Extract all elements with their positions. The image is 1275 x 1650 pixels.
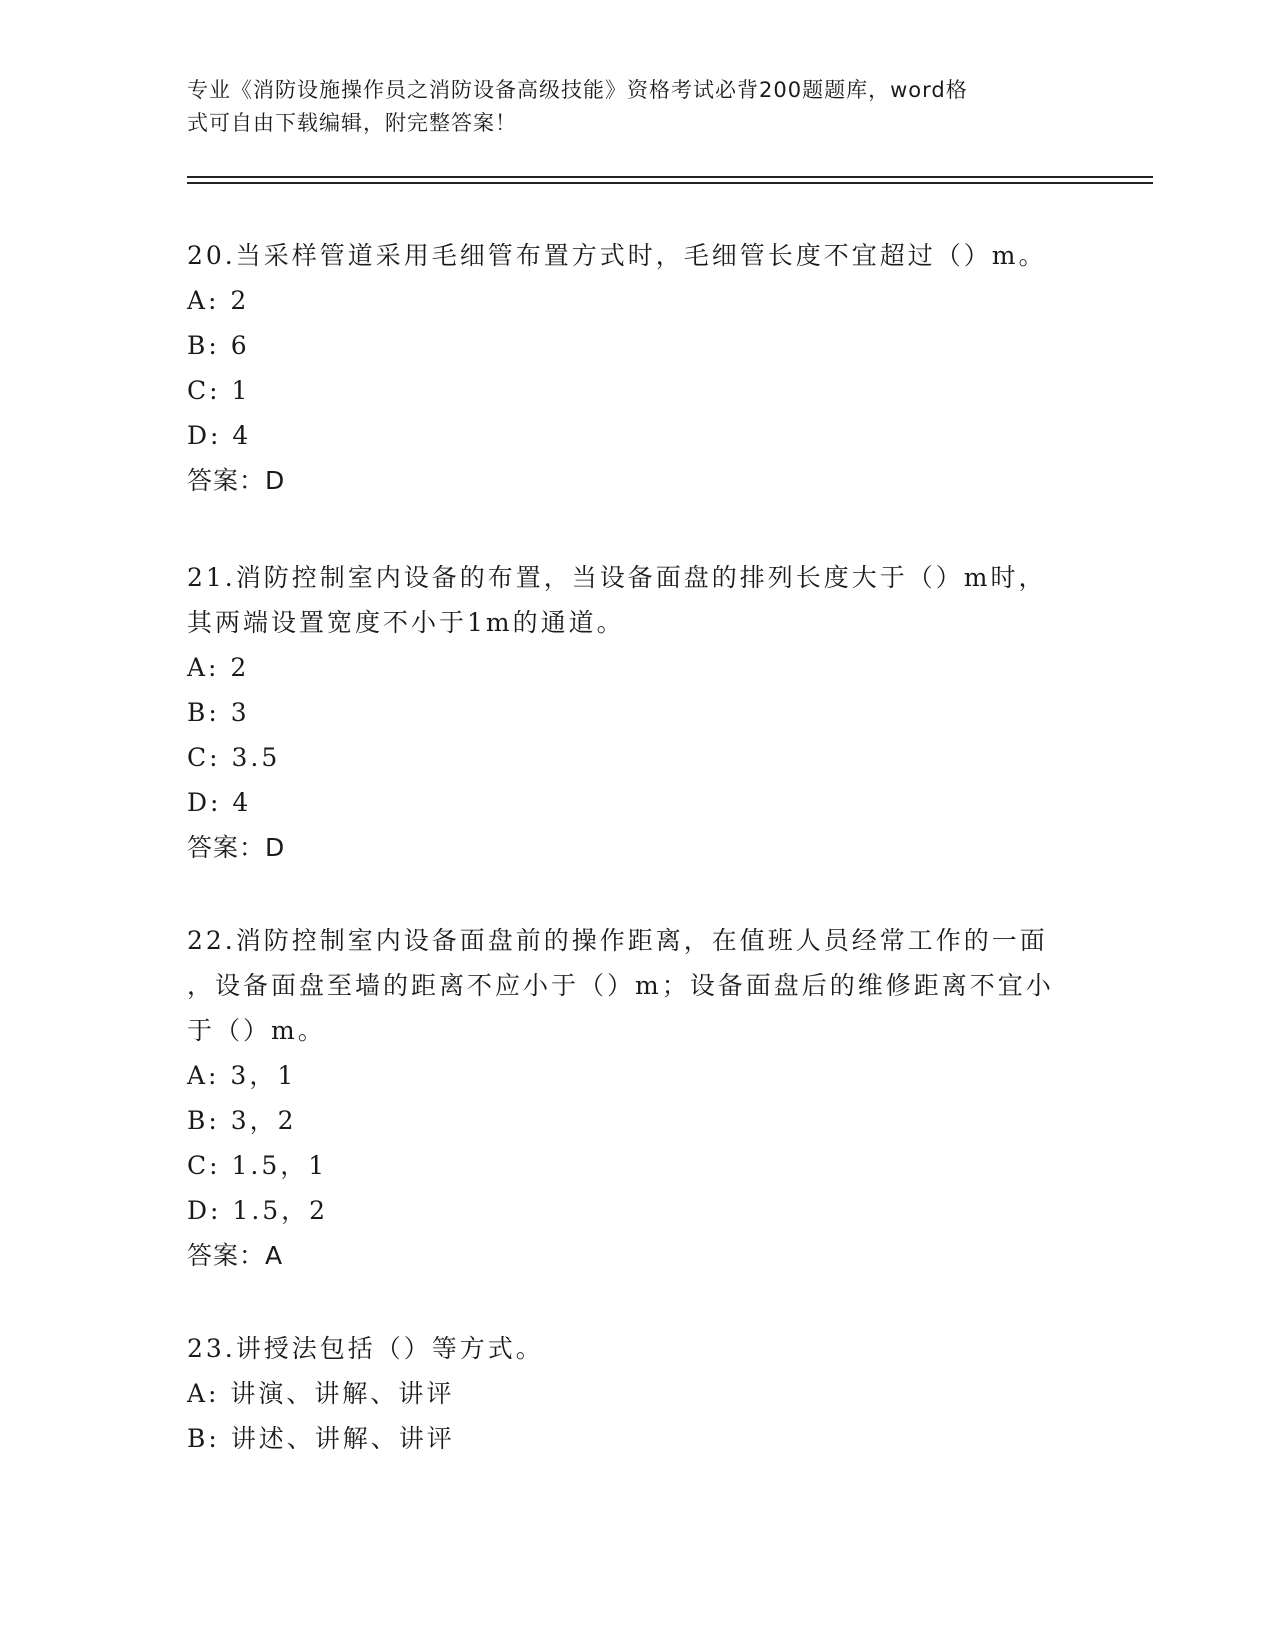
answer: 答案：D bbox=[187, 833, 286, 862]
stem-line: 于（）m。 bbox=[187, 1016, 326, 1045]
document-header bbox=[187, 74, 1067, 140]
stem-line: 22.消防控制室内设备面盘前的操作距离，在值班人员经常工作的一面 bbox=[187, 926, 1048, 955]
option-b: B: 讲述、讲解、讲评 bbox=[187, 1424, 455, 1453]
option-b: B: 6 bbox=[187, 331, 250, 360]
option-d: D: 1.5，2 bbox=[187, 1196, 329, 1225]
header-line-1: 专业《消防设施操作员之消防设备高级技能》资格考试必背200题题库，word格 bbox=[187, 78, 968, 102]
option-d: D: 4 bbox=[187, 788, 252, 817]
option-c: C: 1 bbox=[187, 376, 251, 405]
option-b: B: 3 bbox=[187, 698, 250, 727]
question-20 bbox=[187, 233, 1087, 503]
option-a: A: 讲演、讲解、讲评 bbox=[187, 1379, 455, 1408]
option-b: B: 3，2 bbox=[187, 1106, 297, 1135]
option-a: A: 3，1 bbox=[187, 1061, 297, 1090]
question-21 bbox=[187, 555, 1087, 870]
option-a: A: 2 bbox=[187, 286, 250, 315]
question-stem bbox=[187, 918, 1087, 1053]
header-divider-top bbox=[187, 176, 1153, 178]
option-d: D: 4 bbox=[187, 421, 252, 450]
option-c: C: 1.5，1 bbox=[187, 1151, 328, 1180]
stem-line: 20.当采样管道采用毛细管布置方式时，毛细管长度不宜超过（）m。 bbox=[187, 241, 1047, 270]
stem-line: 其两端设置宽度不小于1m的通道。 bbox=[187, 608, 625, 637]
question-23 bbox=[187, 1326, 1087, 1461]
header-divider-bottom bbox=[187, 182, 1153, 184]
question-stem bbox=[187, 1326, 1087, 1371]
answer: 答案：A bbox=[187, 1241, 284, 1270]
question-stem bbox=[187, 233, 1087, 278]
option-c: C: 3.5 bbox=[187, 743, 281, 772]
stem-line: 21.消防控制室内设备的布置，当设备面盘的排列长度大于（）m时， bbox=[187, 563, 1047, 592]
question-22 bbox=[187, 918, 1087, 1278]
answer: 答案：D bbox=[187, 466, 286, 495]
header-line-2: 式可自由下载编辑，附完整答案！ bbox=[187, 111, 517, 135]
stem-line: ，设备面盘至墙的距离不应小于（）m；设备面盘后的维修距离不宜小 bbox=[187, 971, 1054, 1000]
option-a: A: 2 bbox=[187, 653, 250, 682]
question-stem bbox=[187, 555, 1087, 645]
stem-line: 23.讲授法包括（）等方式。 bbox=[187, 1334, 544, 1363]
